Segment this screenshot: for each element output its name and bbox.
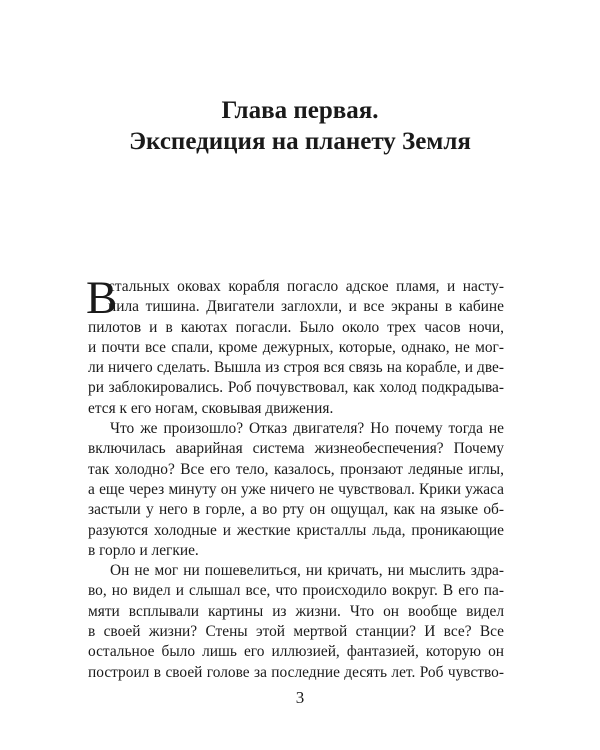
chapter-title — [0, 95, 600, 157]
text-line: а еще через минуту он уже ничего не чувствовал. Крики ужаса — [88, 480, 504, 498]
text-line: и почти все спали, кроме дежурных, которые, однако, не мог- — [88, 338, 504, 356]
text-line: остальное было лишь его иллюзией, фантазией, которую он — [88, 643, 504, 661]
text-line: пила тишина. Двигатели заглохли, и все экраны в кабине — [108, 298, 504, 316]
text-line: в горло и легкие. — [88, 541, 199, 559]
text-line: ется к его ногам, сковывая движения. — [88, 399, 334, 417]
text-line: разуются холодные и жесткие кристаллы льда, проникающие — [88, 521, 504, 539]
text-line: ли ничего сделать. Вышла из строя вся связь на корабле, и две- — [88, 359, 504, 377]
text-line: Что же произошло? Отказ двигателя? Но почему тогда не — [110, 420, 504, 438]
text-line: пилотов и в каютах погасли. Было около трех часов ночи, — [88, 318, 504, 336]
text-line: построил в своей голове за последние десять лет. Роб чувство- — [88, 663, 504, 681]
text-line: застыли у него в горле, а во рту он ощущал, как на языке об- — [88, 501, 504, 519]
text-line: стальных оковах корабля погасло адское пламя, и насту- — [108, 278, 504, 295]
text-line: в своей жизни? Стены этой мертвой станции? И все? Все — [88, 623, 504, 641]
chapter-title-line-1: Глава первая. — [221, 97, 379, 124]
text-line: так холодно? Все его тело, казалось, пронзают ледяные иглы, — [88, 460, 504, 478]
page-number: 3 — [295, 688, 305, 707]
chapter-body — [86, 272, 504, 683]
text-line: мяти всплывали картины из жизни. Что он вообще видел — [88, 602, 504, 620]
text-line: во, но видел и слышал все, что происходило вокруг. В его па- — [88, 582, 504, 600]
drop-cap-letter: В — [86, 272, 118, 324]
text-line: Он не мог ни пошевелиться, ни кричать, ни мыслить здра- — [110, 562, 504, 580]
text-line: ри заблокировались. Роб почувствовал, как холод подкрадыва- — [88, 379, 504, 397]
chapter-title-line-2: Экспедиция на планету Земля — [129, 128, 471, 155]
text-line: включилась аварийная система жизнеобеспечения? Почему — [88, 440, 504, 458]
